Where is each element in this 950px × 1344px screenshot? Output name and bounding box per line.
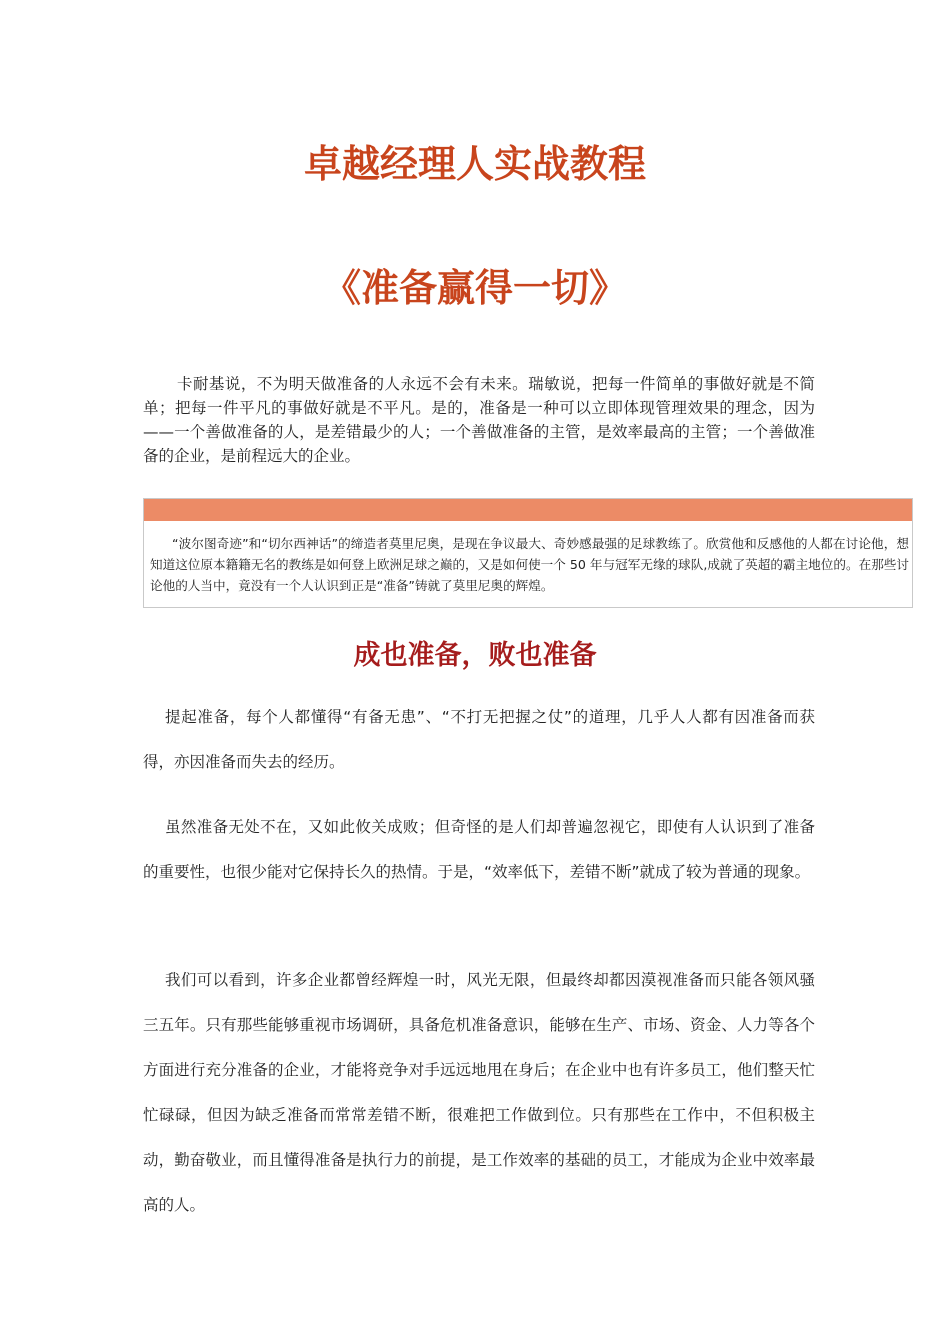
- intro-paragraph: 卡耐基说，不为明天做准备的人永远不会有未来。瑞敏说，把每一件简单的事做好就是不简单；把每一件平凡的事做好就是不平凡。是的，准备是一种可以立即体现管理效果的理念，因为——一个善做准备的人，是差错最少的人；一个善做准备的主管，是效率最高的主管；一个善做准备的企业，是前程远大的企业。: [143, 375, 815, 465]
- quote-text: “波尔图奇迹”和“切尔西神话”的缔造者莫里尼奥，是现在争议最大、奇妙感最强的足球教练了。欣赏他和反感他的人都在讨论他，想知道这位原本籍籍无名的教练是如何登上欧洲足球之巅的，又是如何使一个 50 年与冠军无缘的球队,成就了英超的霸主地位的。在那些讨论他的人当中，竟没有一个人认识到正是“准备”铸就了莫里尼奥的辉煌。: [150, 536, 909, 593]
- quote-box: [143, 498, 913, 608]
- document-title: 卓越经理人实战教程: [303, 142, 646, 186]
- body-paragraph: 提起准备，每个人都懂得“有备无患”、“不打无把握之仗”的道理，几乎人人都有因准备而获得，亦因准备而失去的经历。: [143, 708, 815, 771]
- document-subtitle: 《准备赢得一切》: [322, 266, 627, 310]
- quote-box-header-bar: [144, 499, 912, 521]
- body-paragraph: 我们可以看到，许多企业都曾经辉煌一时，风光无限，但最终却都因漠视准备而只能各领风骚三五年。只有那些能够重视市场调研，具备危机准备意识，能够在生产、市场、资金、人力等各个方面进行充分准备的企业，才能将竞争对手远远地甩在身后；在企业中也有许多员工，他们整天忙忙碌碌，但因为缺乏准备而常常差错不断，很难把工作做到位。只有那些在工作中，不但积极主动，勤奋敬业，而且懂得准备是执行力的前提，是工作效率的基础的员工，才能成为企业中效率最高的人。: [143, 971, 815, 1214]
- body-paragraph: 虽然准备无处不在，又如此攸关成败；但奇怪的是人们却普遍忽视它，即使有人认识到了准备的重要性，也很少能对它保持长久的热情。于是，“效率低下，差错不断”就成了较为普通的现象。: [143, 818, 815, 881]
- section-heading: 成也准备，败也准备: [353, 640, 597, 671]
